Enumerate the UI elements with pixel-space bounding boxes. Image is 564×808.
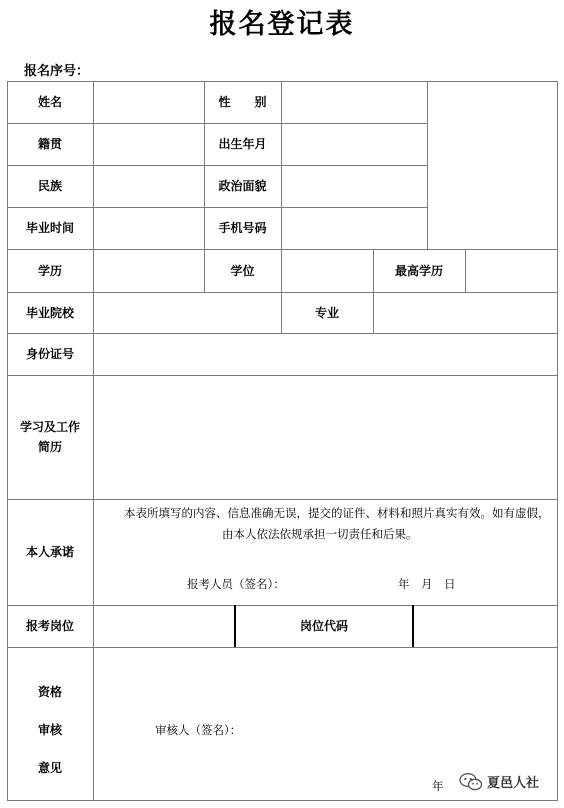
grid-line <box>93 81 94 801</box>
review-year-label: 年 <box>432 779 444 793</box>
graduation-time-label: 毕业时间 <box>25 221 74 235</box>
grid-line <box>412 605 414 647</box>
review-label-2: 审核 <box>37 723 62 737</box>
reviewer-signature-label: 审核人（签名）： <box>155 723 242 737</box>
serial-number-label: 报名序号： <box>24 64 90 79</box>
resume-label-line1: 学习及工作 <box>19 420 80 434</box>
education-label: 学历 <box>37 263 62 278</box>
grid-line <box>281 81 282 249</box>
resume-label <box>7 375 93 499</box>
grid-line <box>427 81 557 82</box>
grid-line <box>465 249 466 292</box>
grid-line <box>427 81 428 249</box>
grid-line <box>7 800 557 801</box>
grid-line <box>7 647 557 648</box>
review-label-1: 资格 <box>37 685 62 699</box>
name-label: 姓名 <box>37 95 62 109</box>
wechat-icon <box>459 773 483 791</box>
position-label: 报考岗位 <box>25 619 74 633</box>
gender-label: 性 别 <box>218 95 267 109</box>
pledge-label: 本人承诺 <box>25 545 74 559</box>
pledge-signer-label: 报考人员（签名）： <box>187 577 285 591</box>
watermark-text: 夏邑人社 <box>487 776 540 791</box>
form-title: 报名登记表 <box>209 9 355 40</box>
major-label: 专业 <box>314 305 339 320</box>
political-status-label: 政治面貌 <box>218 179 267 193</box>
native-place-label: 籍贯 <box>37 137 62 151</box>
birth-date-label: 出生年月 <box>218 137 267 151</box>
ethnicity-label: 民族 <box>37 179 62 193</box>
pledge-date-label: 年 月 日 <box>398 577 456 591</box>
pledge-text-line1: 本表所填写的内容、信息准确无误，提交的证件、材料和照片真实有效。如有虚假， <box>124 506 550 520</box>
review-label-3: 意见 <box>37 761 62 775</box>
phone-label: 手机号码 <box>218 221 267 235</box>
pledge-text-line2: 由本人依法依规承担一切责任和后果。 <box>222 527 418 541</box>
highest-education-label: 最高学历 <box>394 263 443 278</box>
resume-label-line2: 简历 <box>37 440 62 454</box>
watermark <box>459 772 539 791</box>
grid-line <box>557 81 558 801</box>
id-number-label: 身份证号 <box>25 347 74 361</box>
degree-label: 学位 <box>230 263 255 278</box>
graduation-school-label: 毕业院校 <box>25 305 74 320</box>
position-code-label: 岗位代码 <box>299 619 348 633</box>
